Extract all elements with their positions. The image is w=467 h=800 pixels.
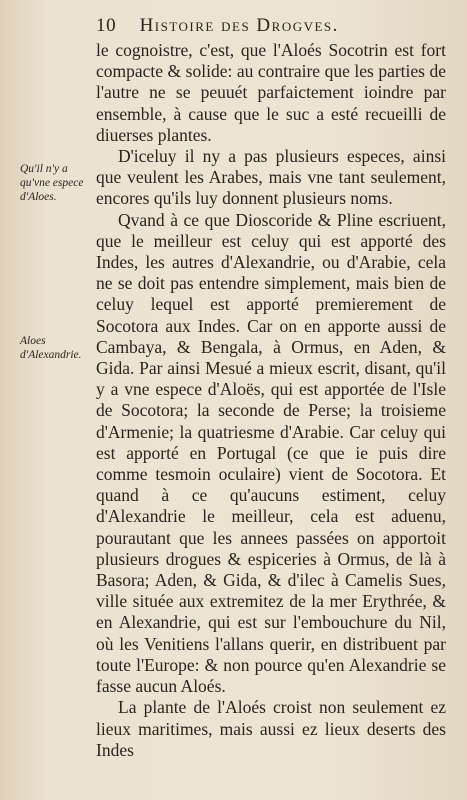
margin-note-one-species: Qu'il n'y a qu'vne espece d'Aloes. xyxy=(20,163,84,203)
paragraph: le cognoistre, c'est, que l'Aloés Socotrin est fort compacte & solide: au contraire que les parties de l'autre ne se peuuét parfaictement ioindre par ensemble, à cause que le suc a esté recueilli de diuerses plantes. xyxy=(96,40,446,145)
paragraph: Qvand à ce que Dioscoride & Pline escriuent, que le meilleur est celuy qui est apporté des Indes, les autres d'Alexandrie, ou d'Arabie, cela ne se doit pas entendre simplement, mais bien de celuy lequel est apporté premierement de Socotora aux Indes. Car on en apporte aussi de Cambaya, & Bengala, à Ormus, en Aden, & Gida. Par ainsi Mesué a mieux escrit, disant, qu'il y a vne espece d'Aloës, qui est apportée de l'Isle de Socotora; la seconde de Perse; la troisieme d'Armenie; la quatriesme d'Arabie. Car celuy qui est apporté en Portugal (ce que ie puis dire comme tesmoin oculaire) vient de Socotora. Et quand à ce qu'aucuns estiment, celuy d'Alexandrie le meilleur, cela est aduenu, pourautant que les annees passées on apportoit plusieurs drogues & espiceries à Ormus, de là à Basora; Aden, & Gida, & d'ilec à Camelis Sues, ville située aux extremitez de la mer Erythrée, & en Alexandrie, qui est sur l'embouchure du Nil, où les Venitiens l'allans querir, en distribuent par toute l'Europe: & non pource qu'en Alexandrie se fasse aucun Aloés. xyxy=(96,209,446,697)
body-text xyxy=(96,40,446,761)
page-number: 10 xyxy=(96,15,117,36)
margin-note-alexandria: Aloes d'Alexandrie. xyxy=(20,335,82,361)
paragraph: La plante de l'Aloés croist non seulement ez lieux maritimes, mais aussi ez lieux deserts des Indes xyxy=(96,697,446,760)
running-title: Histoire des Drogves. xyxy=(139,15,339,36)
page-header xyxy=(96,14,446,38)
paragraph: D'iceluy il ny a pas plusieurs especes, ainsi que veulent les Arabes, mais vne tant seulement, encores qu'ils luy donnent plusieurs noms. xyxy=(96,146,446,209)
